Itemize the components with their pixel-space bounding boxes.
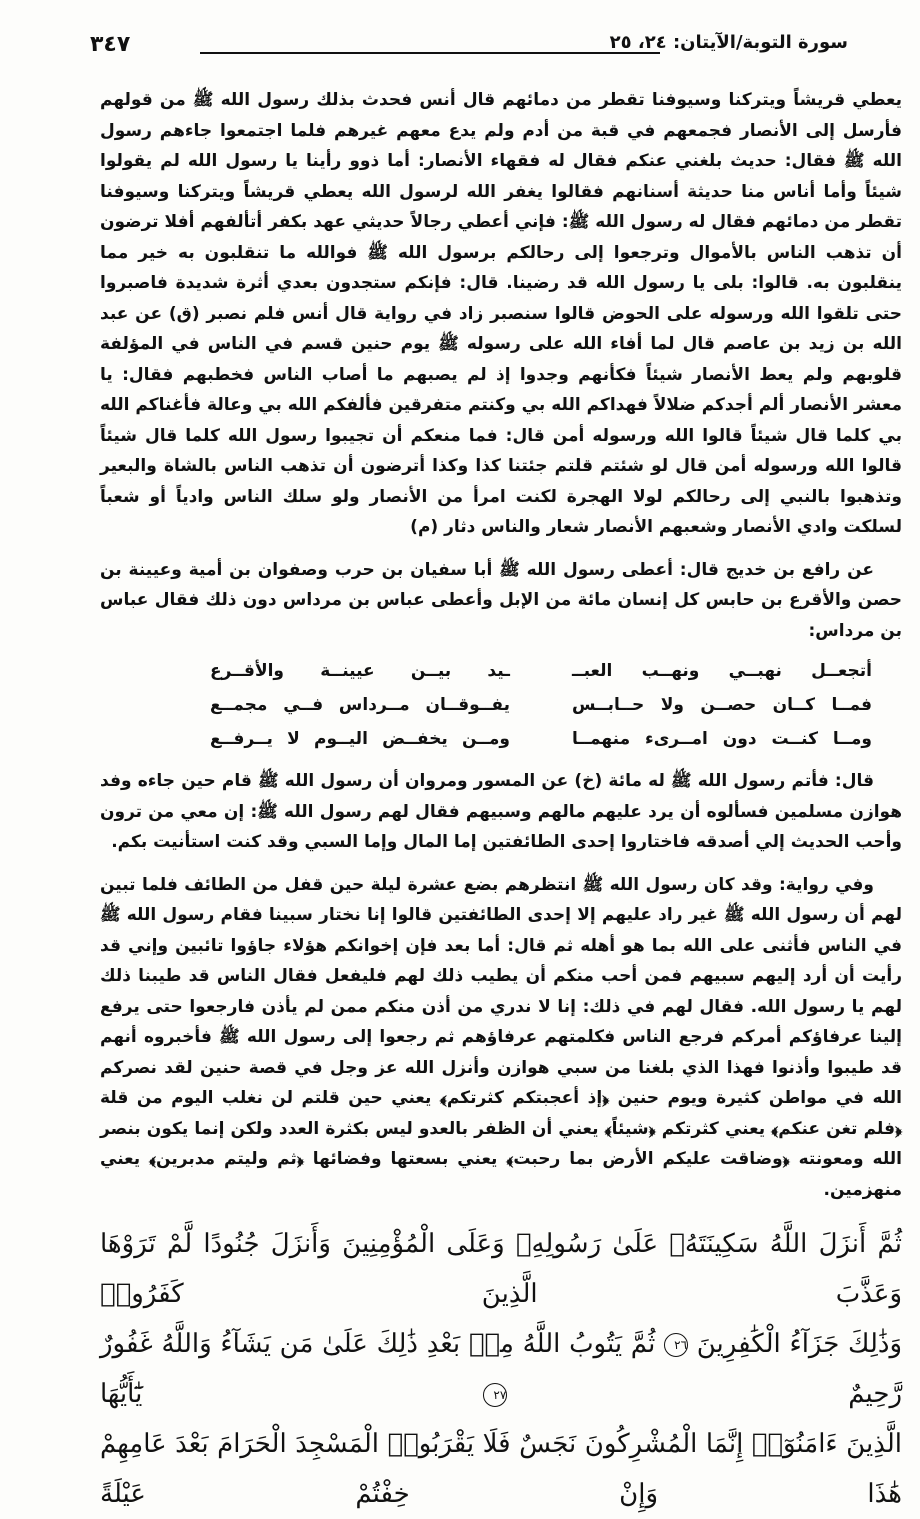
hadith-paragraph: قال: فأتم رسول الله ﷺ له مائة (خ) عن المسور ومروان أن رسول الله ﷺ قام حين جاءه وفد هوازن مسلمين فسألوه أن يرد عليهم مالهم وسبيهم فقال لهم رسول الله ﷺ: إن معي من ترون وأحب الحديث إلي أصدقه فاختاروا إحدى الطائفتين إما المال وإما السبي وقد كنت استأنيت بكم. — [100, 771, 902, 852]
quran-text: يَٰٓأَيُّهَا — [100, 1379, 143, 1409]
surah-title: سورة التوبة/الآيتان: ٢٤، ٢٥ — [609, 32, 848, 53]
page-body — [100, 85, 902, 1519]
header-rule — [200, 52, 660, 54]
quran-line — [100, 1319, 902, 1419]
quran-line: ثُمَّ أَنزَلَ اللَّهُ سَكِينَتَهُۥ عَلَىٰ رَسُولِهِۦ وَعَلَى الْمُؤْمِنِينَ وَأَنزَلَ جُنُودًا لَّمْ تَرَوْهَا وَعَذَّبَ الَّذِينَ كَفَرُوا۟ — [100, 1229, 902, 1309]
quran-verses — [100, 1219, 902, 1519]
poem — [100, 654, 882, 756]
ayah-number-marker: ٢٧ — [483, 1383, 507, 1407]
quran-text: وَذَٰلِكَ جَزَآءُ الْكَٰفِرِينَ — [696, 1329, 903, 1359]
verse-second-hemistich: ومــن يخفــض اليــوم لا يــرفــع — [210, 729, 510, 749]
quran-line: الَّذِينَ ءَامَنُوٓا۟ إِنَّمَا الْمُشْرِكُونَ نَجَسٌ فَلَا يَقْرَبُوا۟ الْمَسْجِدَ الْحَرَامَ بَعْدَ عَامِهِمْ هَٰذَا وَإِنْ خِفْتُمْ عَيْلَةً — [100, 1429, 902, 1509]
page-header — [90, 30, 848, 70]
hadith-paragraph: يعطي قريشاً ويتركنا وسيوفنا تقطر من دمائهم قال أنس فحدث بذلك رسول الله ﷺ من قولهم فأرسل إلى الأنصار فجمعهم في قبة من أدم ولم يدع معهم غيرهم فلما اجتمعوا جاءهم رسول الله ﷺ فقال: حديث بلغني عنكم فقال له فقهاء الأنصار: أما ذوو رأينا يا رسول الله لم يقولوا شيئاً وأما أناس منا حديثة أسنانهم فقالوا يغفر الله لرسول الله يعطي قريشاً ويتركنا وسيوفنا تقطر من دمائهم فقال له رسول الله ﷺ: فإني أعطي رجالاً حديثي عهد بكفر أتألفهم أفلا ترضون أن تذهب الناس بالأموال وترجعوا إلى رحالكم برسول الله ﷺ فوالله ما تنقلبون به خير مما ينقلبون به. قالوا: بلى يا رسول الله قد رضينا. قال: فإنكم ستجدون بعدي أثرة شديدة فاصبروا حتى تلقوا الله ورسوله على الحوض قالوا سنصبر زاد في رواية قال أنس فلم نصبر (ق) عن عبد الله بن زيد بن عاصم قال لما أفاء الله على رسوله ﷺ يوم حنين قسم في الناس في المؤلفة قلوبهم ولم يعط الأنصار شيئاً فكأنهم وجدوا إذ لم يصبهم ما أصاب الناس فخطبهم فقال: يا معشر الأنصار ألم أجدكم ضلالاً فهداكم الله بي وكنتم متفرقين فألفكم الله بي وعالة فأغناكم الله بي كلما قال شيئاً قالوا الله ورسوله أمن قال: فما منعكم أن تجيبوا رسول الله كلما قال شيئاً قالوا الله ورسوله أمن قال لو شئتم قلتم جئتنا كذا وكذا أترضون أن تذهب الناس بالشاة والبعير وتذهبوا بالنبي إلى رحالكم لولا الهجرة لكنت امرأ من الأنصار ولو سلك الناس وادياً أو شعباً لسلكت وادي الأنصار وشعبهم الأنصار شعار والناس دثار (م) — [100, 90, 902, 537]
page-number: ٣٤٧ — [90, 32, 131, 57]
verse-first-hemistich: ومــا كنــت دون امــرىء منهمــا — [572, 729, 872, 749]
tafsir-paragraph: وفي رواية: وقد كان رسول الله ﷺ انتظرهم بضع عشرة ليلة حين قفل من الطائف فلما تبين لهم أن رسول الله ﷺ غير راد عليهم إلا إحدى الطائفتين قالوا إنا نختار سبينا فقام رسول الله ﷺ في الناس فأثنى على الله بما هو أهله ثم قال: أما بعد فإن إخوانكم هؤلاء جاؤوا تائبين وإني قد رأيت أن أرد إليهم سبيهم فمن أحب منكم أن يطيب ذلك لهم فليفعل فقال الناس قد طيبنا ذلك لهم يا رسول الله. فقال لهم في ذلك: إنا لا ندري من أذن منكم ممن لم يأذن فارجعوا حتى يرفع إلينا عرفاؤكم أمركم فرجع الناس فكلمتهم عرفاؤهم ثم رجعوا إلى رسول الله ﷺ فأخبروه أنهم قد طيبوا وأذنوا فهذا الذي بلغنا من سبي هوازن وأنزل الله عز وجل في قصة حنين لقد نصركم الله في مواطن كثيرة ويوم حنين ﴿إذ أعجبتكم كثرتكم﴾ يعني حين قلتم لن نغلب اليوم من قلة ﴿فلم تغن عنكم﴾ يعني كثرتكم ﴿شيئاً﴾ يعني أن الظفر بالعدو ليس بكثرة العدد ولكن إنما يكون بنصر الله ومعونته ﴿وضاقت عليكم الأرض بما رحبت﴾ يعني بسعتها وفضائها ﴿ثم وليتم مدبرين﴾ يعني منهزمين. — [100, 874, 902, 1200]
poem-verse — [100, 688, 882, 722]
poem-verse — [100, 654, 882, 688]
quran-text: ثُمَّ يَتُوبُ اللَّهُ مِنۢ بَعْدِ ذَٰلِكَ عَلَىٰ مَن يَشَآءُ وَاللَّهُ غَفُورٌ رَّحِيمٌ — [100, 1329, 902, 1409]
verse-first-hemistich: فمــا كــان حصــن ولا حــابــس — [572, 695, 872, 715]
poem-verse — [100, 722, 882, 756]
verse-first-hemistich: أتجعــل نهبــي ونهــب العبــ — [572, 661, 872, 681]
ayah-number-marker: ٢٦ — [664, 1333, 688, 1357]
verse-second-hemistich: ـيد بيــن عيينــة والأقــرع — [210, 661, 510, 681]
verse-second-hemistich: يفــوقــان مــرداس فــي مجمــع — [210, 695, 510, 715]
hadith-paragraph: عن رافع بن خديج قال: أعطى رسول الله ﷺ أبا سفيان بن حرب وصفوان بن أمية وعيينة بن حصن والأقرع بن حابس كل إنسان مائة من الإبل وأعطى عباس بن مرداس دون ذلك فقال عباس بن مرداس: — [100, 559, 902, 641]
